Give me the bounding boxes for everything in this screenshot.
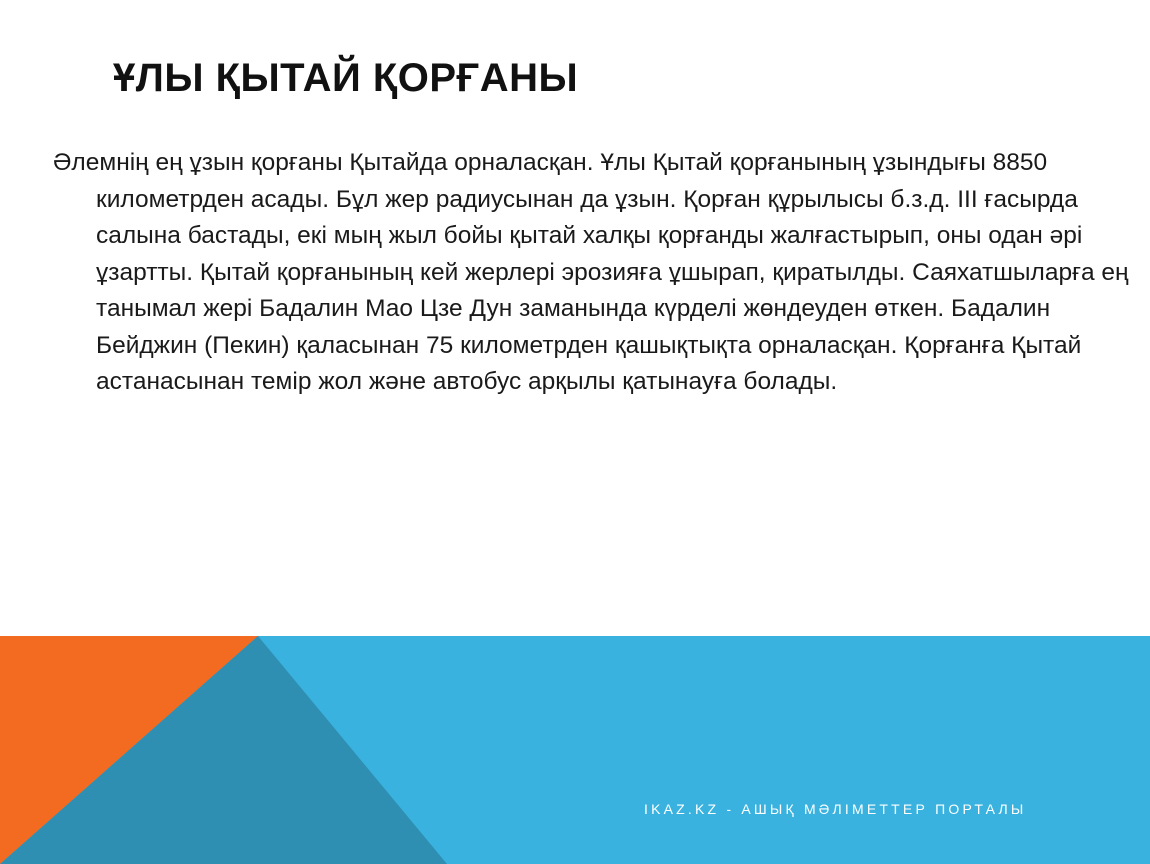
footer-portal-label: IKAZ.KZ - АШЫҚ МӘЛІМЕТТЕР ПОРТАЛЫ xyxy=(644,801,1027,817)
decorative-footer-band xyxy=(0,636,1150,864)
slide-body-text: Әлемнің ең ұзын қорғаны Қытайда орналасқан. Ұлы Қытай қорғанының ұзындығы 8850 километрден асады. Бұл жер радиусынан да ұзын. Қорған құрылысы б.з.д. III ғасырда салына бастады, екі мың жыл бойы қытай халқы қорғанды жалғастырып, оны одан әрі ұзартты. Қытай қорғанының кей жерлері эрозияға ұшырап, қиратылды. Саяхатшыларға ең танымал жері Бадалин Мао Цзе Дун заманында күрделі жөндеуден өткен. Бадалин Бейджин (Пекин) қаласынан 75 километрден қашықтықта орналасқан. Қорғанға Қытай астанасынан темір жол және автобус арқылы қатынауға болады. xyxy=(53,149,1129,395)
slide-title: ҰЛЫ ҚЫТАЙ ҚОРҒАНЫ xyxy=(113,56,579,100)
